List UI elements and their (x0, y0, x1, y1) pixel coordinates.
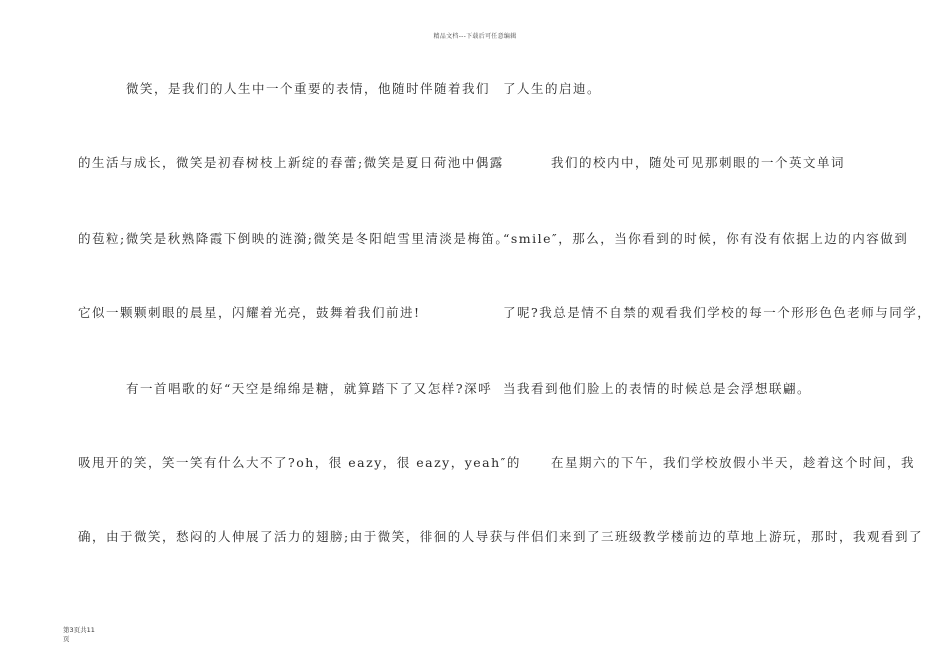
paragraph-line: 在星期六的下午，我们学校放假小半天，趁着这个时间，我 (551, 455, 916, 470)
paragraph-line: 微笑，是我们的人生中一个重要的表情，他随时伴随着我们 (126, 81, 491, 96)
paragraph-line: 的苞粒;微笑是秋熟降霞下倒映的涟漪;微笑是冬阳皑雪里清淡是梅笛。 (78, 231, 510, 246)
paragraph-line: 与伴侣们来到了三班级教学楼前边的草地上游玩，那时，我观看到了 (503, 529, 924, 544)
paragraph-line: “smile″，那么，当你看到的时候，你有没有依据上边的内容做到 (503, 231, 909, 246)
paragraph-line: 了呢?我总是情不自禁的观看我们学校的每一个形形色色老师与同学， (503, 305, 932, 320)
paragraph-line: 确，由于微笑，愁闷的人伸展了活力的翅膀;由于微笑，徘徊的人导获 (78, 529, 504, 544)
paragraph-line: 我们的校内中，随处可见那刺眼的一个英文单词 (551, 155, 846, 170)
page-number (63, 626, 123, 644)
paragraph-line: 的生活与成长，微笑是初春树枝上新绽的春蕾;微笑是夏日荷池中偶露 (78, 155, 504, 170)
paragraph-line: 当我看到他们脸上的表情的时候总是会浮想联翩。 (503, 381, 812, 396)
page-number-line1: 第3页共11 (63, 626, 95, 634)
paragraph-line: 了人生的启迪。 (503, 81, 602, 96)
page-number-line2: 页 (63, 635, 70, 643)
page-header: 精品文档---下载后可任意编辑 (433, 33, 517, 40)
paragraph-line: 有一首唱歌的好“天空是绵绵是糖，就算踏下了又怎样?深呼 (126, 381, 493, 396)
paragraph-line: 它似一颗颗刺眼的晨星，闪耀着光亮，鼓舞着我们前进! (78, 305, 421, 320)
paragraph-line: 吸甩开的笑，笑一笑有什么大不了?oh，很 eazy，很 eazy，yeah″的 (78, 455, 521, 470)
